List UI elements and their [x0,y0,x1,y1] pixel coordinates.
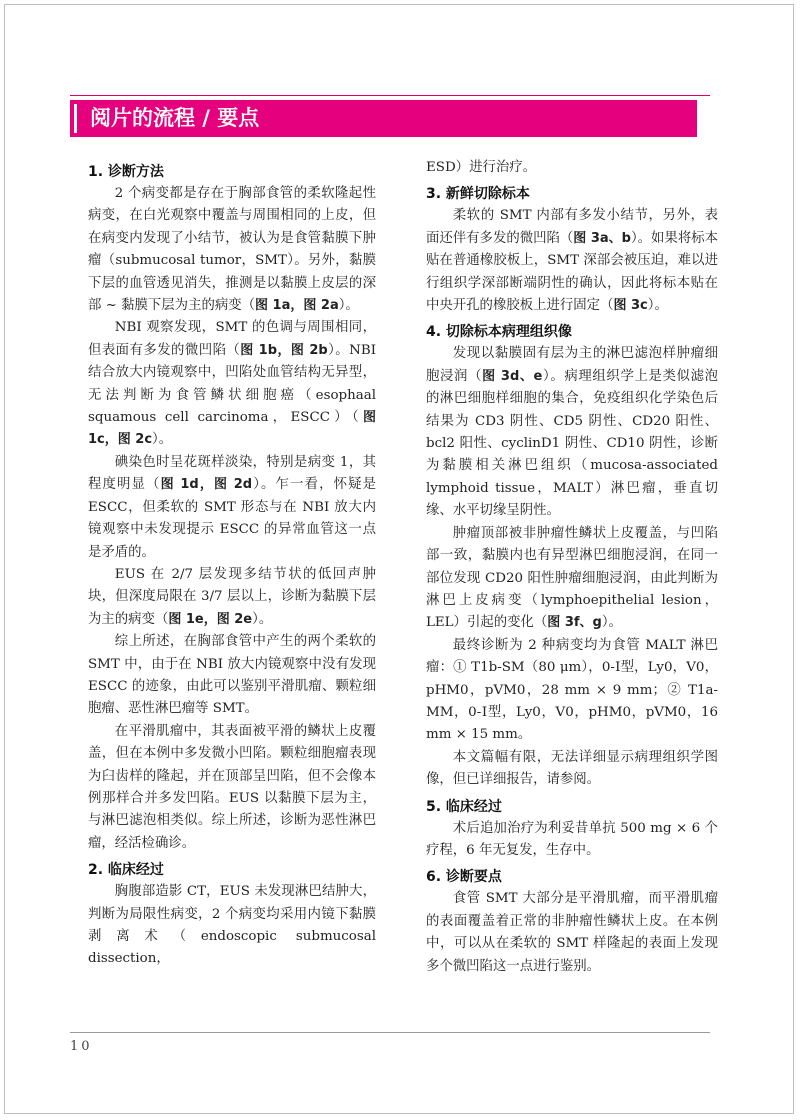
paragraph-iodine: 碘染色时呈花斑样淡染，特别是病变 1，其程度明显（图 1d，图 2d）。乍一看，怀疑是 ESCC，但柔软的 SMT 形态与在 NBI 放大内镜观察中未发现提示 ESCC 的异常血管这一点是矛盾的。 [88,454,376,560]
section-banner [70,100,697,137]
paragraph-summary: 综上所述，在胸部食管中产生的两个柔软的 SMT 中，由于在 NBI 放大内镜观察中没有发现 ESCC 的迹象，由此可以鉴别平滑肌瘤、颗粒细胞瘤、恶性淋巴瘤等 SMT。 [88,634,376,717]
paragraph-note: 本文篇幅有限，无法详细显示病理组织学图像，但已详细报告，请参阅。 [426,749,718,788]
heading-fresh-specimen: 3. 新鲜切除标本 [426,186,530,203]
figure-ref: 图 1d，图 2d [160,477,253,493]
figure-ref: 图 3c [613,298,648,314]
heading-clinical-course: 2. 临床经过 [88,862,164,879]
banner-accent-bar [74,104,77,133]
paragraph-followup: 术后追加治疗为利妥昔单抗 500 mg × 6 个疗程，6 年无复发，生存中。 [426,820,718,858]
banner-title: 阅片的流程 / 要点 [90,106,260,130]
figure-ref: 图 3a、b [573,230,631,246]
paragraph-ct-esd: 胸腹部造影 CT，EUS 未发现淋巴结肿大，判断为局限性病变，2 个病变均采用内镜下黏膜剥离术（endoscopic submucosal dissection， [88,884,376,967]
right-column [426,157,718,978]
paragraph-ct-esd-continued: ESD）进行治疗。 [426,160,537,175]
paragraph-white-light: 2 个病变都是存在于胸部食管的柔软隆起性病变，在白光观察中覆盖与周围相同的上皮，但在病变内发现了小结节，被认为是食管黏膜下肿瘤（submucosal tumor，SMT）。另外，黏膜下层的血管透见消失，推测是以黏膜上皮层的深部 ~ 黏膜下层为主的病变（图 1a，图 2a）。 [88,186,376,314]
paragraph-fresh-specimen: 柔软的 SMT 内部有多发小结节，另外，表面还伴有多发的微凹陷（图 3a、b）。如果将标本贴在普通橡胶板上，SMT 深部会被压迫，难以进行组织学深部断端阴性的确认，因此将标本贴在中央开孔的橡胶板上进行固定（图 3c）。 [426,208,718,314]
heading-clinical-course-2: 5. 临床经过 [426,798,502,815]
paragraph-diagnostic-points: 食管 SMT 大部分是平滑肌瘤，而平滑肌瘤的表面覆盖着正常的非肿瘤性鳞状上皮。在本例中，可以从在柔软的 SMT 样隆起的表面上发现多个微凹陷这一点进行鉴别。 [426,891,718,974]
paragraph-pathology: 发现以黏膜固有层为主的淋巴滤泡样肿瘤细胞浸润（图 3d、e）。病理组织学上是类似滤泡的淋巴细胞样细胞的集合，免疫组织化学染色后结果为 CD3 阴性、CD5 阴性、CD20 阳性、bcl2 阳性、cyclinD1 阴性、CD10 阴性，诊断为黏膜相关淋巴组织（mucosa-associated lymphoid tissue，MALT）淋巴瘤，垂直切缘、水平切缘呈阴性。 [426,346,718,519]
paragraph-lel: 肿瘤顶部被非肿瘤性鳞状上皮覆盖，与凹陷部一致，黏膜内也有异型淋巴细胞浸润，在同一部位发现 CD20 阳性肿瘤细胞浸润，由此判断为淋巴上皮病变（lymphoepithelial lesion，LEL）引起的变化（图 3f、g）。 [426,525,718,631]
figure-ref: 图 1e，图 2e [168,611,253,627]
paragraph-eus: EUS 在 2/7 层发现多结节状的低回声肿块，但深度局限在 3/7 层以上，诊断为黏膜下层为主的病变（图 1e，图 2e）。 [88,566,376,627]
heading-diagnostic-points: 6. 诊断要点 [426,869,502,886]
figure-ref: 图 1b，图 2b [240,342,328,358]
left-column [88,157,376,971]
heading-diagnosis-method: 1. 诊断方法 [88,164,164,180]
heading-pathology: 4. 切除标本病理组织像 [426,324,572,341]
paragraph-differential: 在平滑肌瘤中，其表面被平滑的鳞状上皮覆盖，但在本例中多发微小凹陷。颗粒细胞瘤表现为臼齿样的隆起，并在顶部呈凹陷，但不会像本例那样合并多发凹陷。EUS 以黏膜下层为主，与淋巴滤泡相类似。综上所述，诊断为恶性淋巴瘤，经活检确诊。 [88,723,376,851]
figure-ref: 图 3f、g [547,615,602,631]
paragraph-nbi: NBI 观察发现，SMT 的色调与周围相同，但表面有多发的微凹陷（图 1b，图 2b）。NBI 结合放大内镜观察中，凹陷处血管结构无异型，无法判断为食管鳞状细胞癌（esophaal squamous cell carcinoma，ESCC）（图 1c，图 2c）。 [88,320,376,448]
paragraph-final-diagnosis: 最终诊断为 2 种病变均为食管 MALT 淋巴瘤：① T1b-SM（80 μm），0-Ⅰ型，Ly0，V0，pHM0，pVM0，28 mm × 9 mm；② T1a-MM，0-Ⅰ型，Ly0，V0，pHM0，pVM0，16 mm × 15 mm。 [426,637,718,743]
page-number: 10 [70,1039,93,1054]
figure-ref: 图 1c，图 2c [88,410,376,448]
figure-ref: 图 1a，图 2a [255,298,339,314]
top-rule [70,95,710,96]
bottom-rule [70,1032,710,1033]
figure-ref: 图 3d、e [482,368,543,384]
